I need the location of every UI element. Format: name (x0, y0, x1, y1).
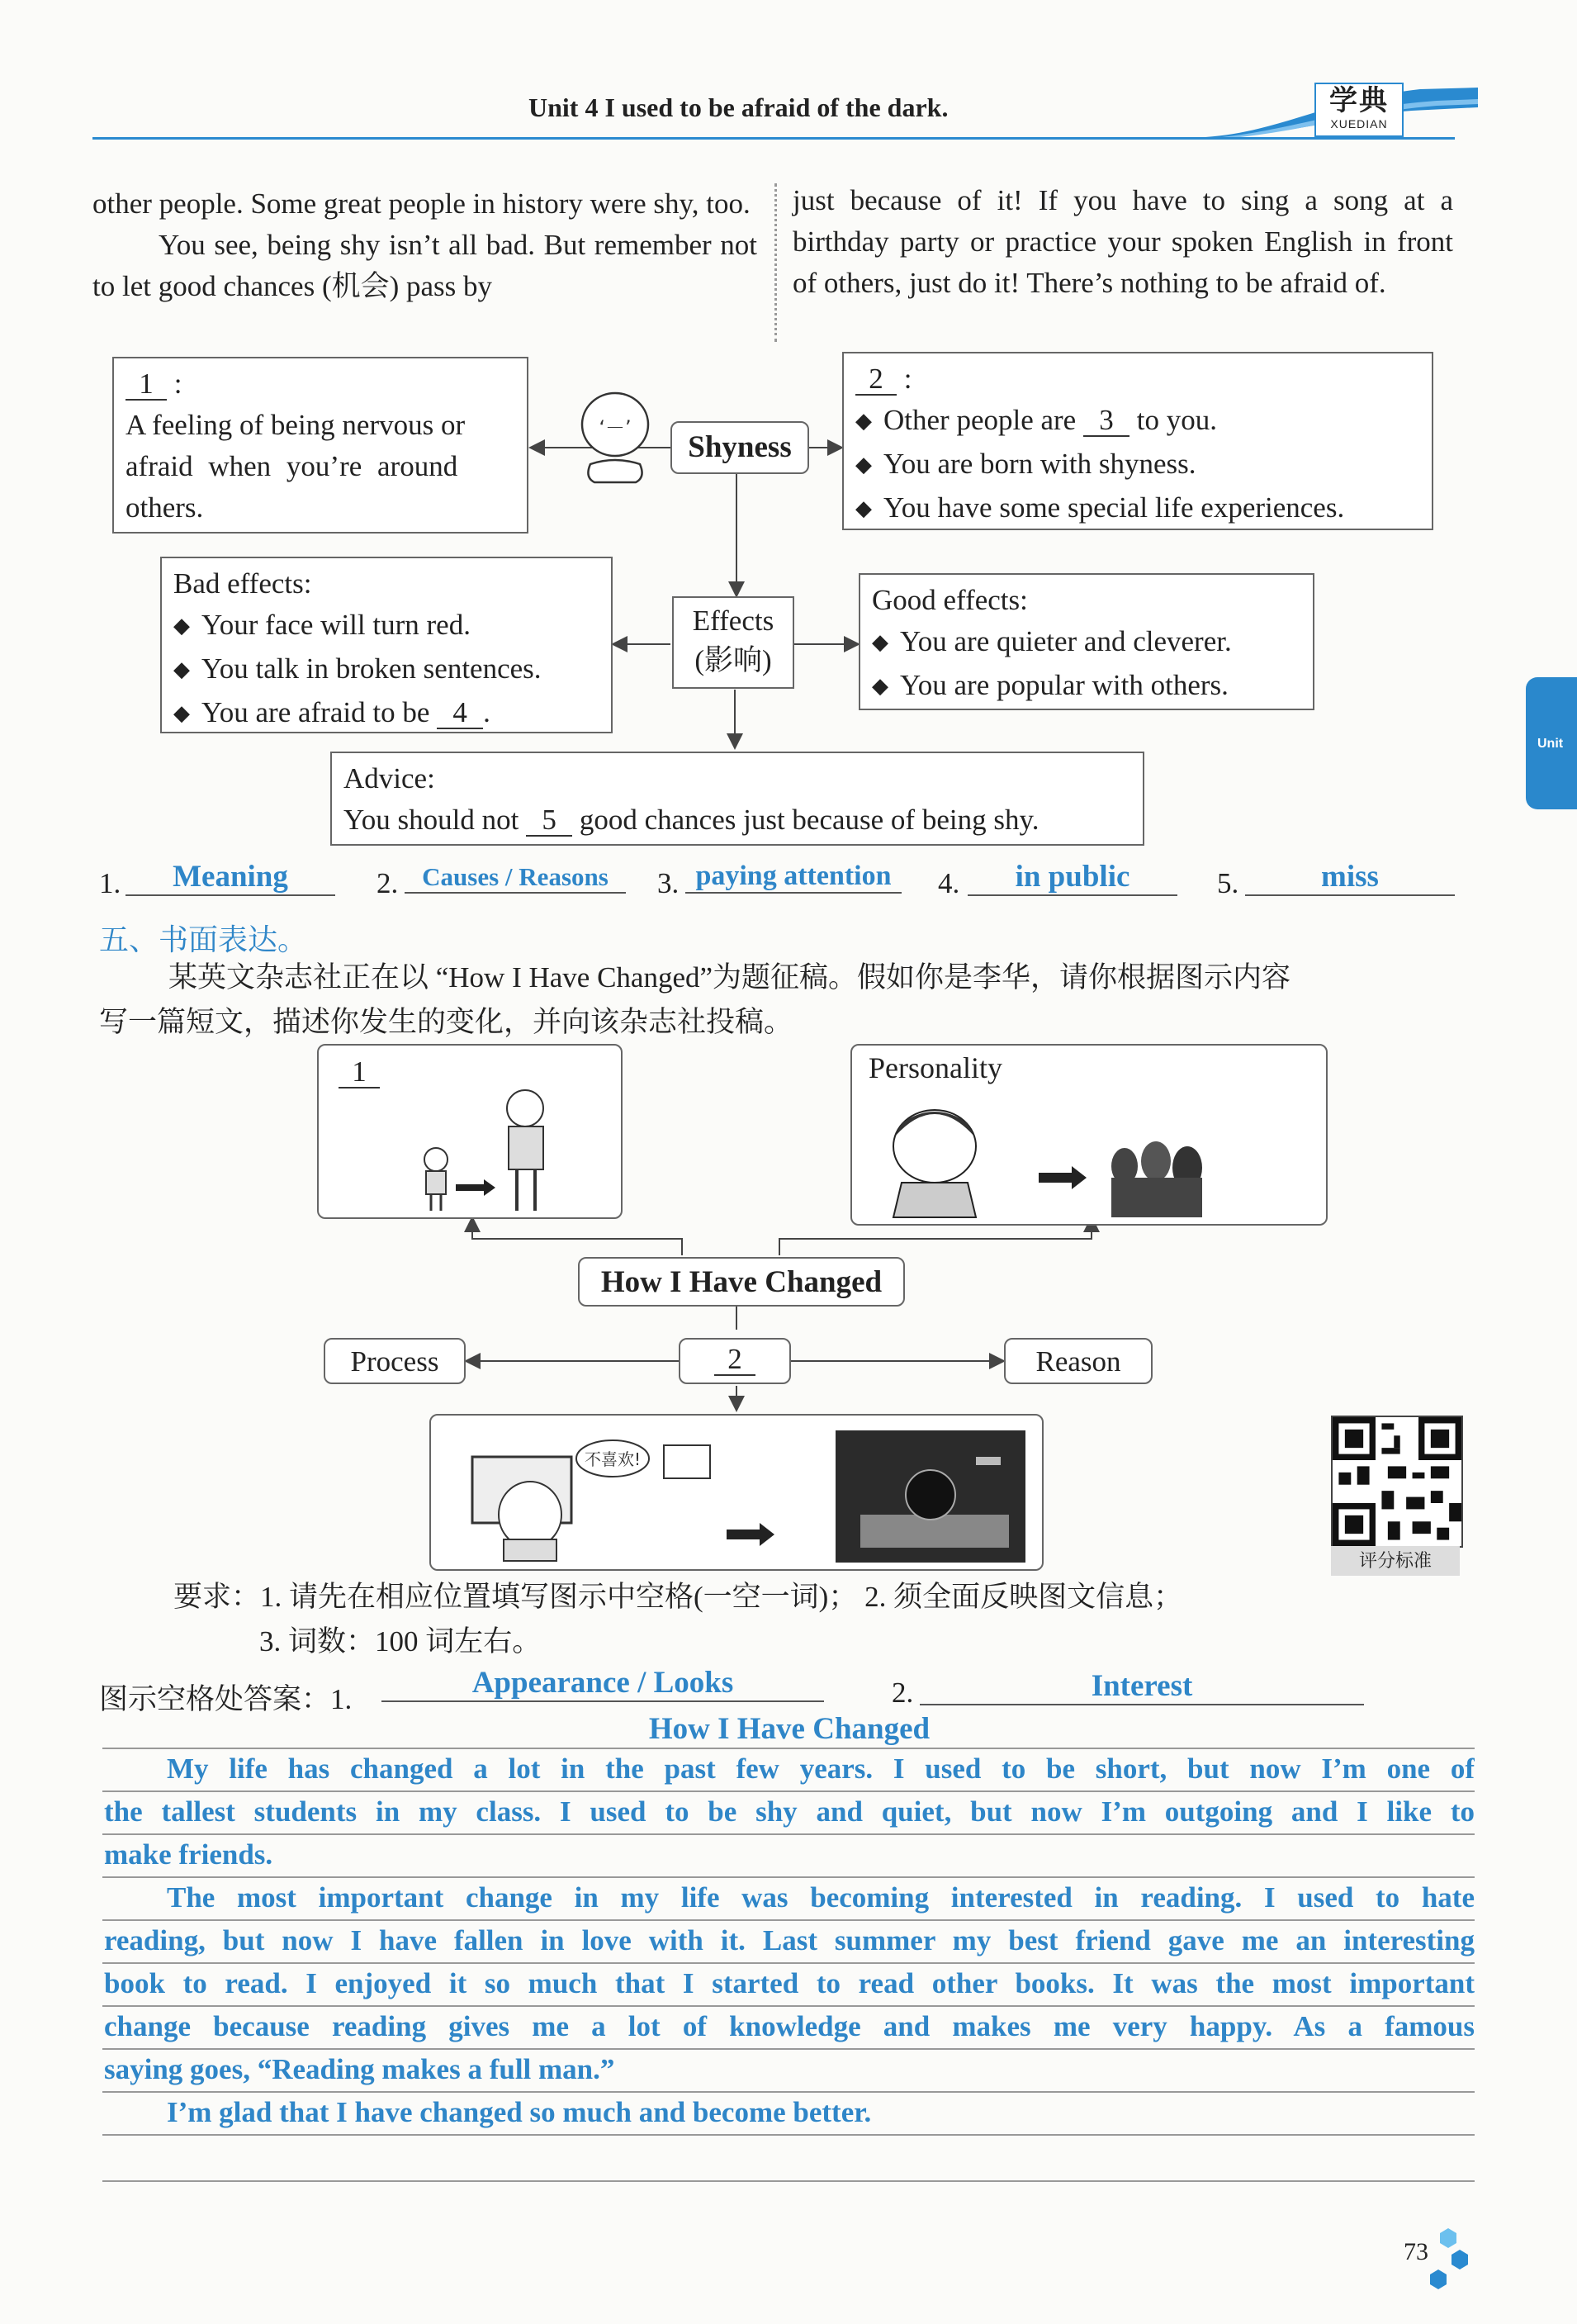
answers-row (0, 859, 1577, 908)
interest-node (679, 1338, 791, 1384)
ruled-line (102, 2134, 1475, 2136)
essay-line: saying goes, “Reading makes a full man.” (104, 2053, 615, 2085)
speech-bubble-text: 不喜欢! (584, 1449, 642, 1469)
qr-code[interactable] (1331, 1416, 1463, 1548)
ruled-line (102, 1876, 1475, 1878)
answer-number: 3. (657, 867, 680, 899)
ruled-line (102, 1833, 1475, 1835)
essay-line: the tallest students in my class. I used to be shy and quiet, but now I’m outgoing and I like to (104, 1795, 1475, 1828)
good-effects-box (859, 573, 1314, 710)
blank-4: 4 (437, 698, 483, 729)
essay-line: change because reading gives me a lot of knowledge and makes me very happy. As a famous (104, 2010, 1475, 2042)
ruled-line (102, 1748, 1475, 1749)
blank-2: 2 (855, 364, 897, 396)
shy-to-outgoing-illustration (877, 1095, 1224, 1219)
answer-value: in public (968, 859, 1177, 896)
process-node: Process (324, 1338, 466, 1384)
bullet-icon: ◆ (872, 674, 888, 698)
answer-value: paying attention (685, 861, 902, 894)
essay-title: How I Have Changed (648, 1712, 931, 1746)
hexagon-decoration (1423, 2227, 1473, 2293)
answer-value: Causes / Reasons (405, 862, 626, 894)
page-number: 73 (1404, 2238, 1428, 2265)
meaning-line: others. (125, 491, 204, 524)
shyness-center-node: Shyness (670, 421, 809, 474)
good-effect-item: You are popular with others. (900, 669, 1229, 701)
fill-label: 图示空格处答案：1. (99, 1683, 353, 1715)
fill-label-2: 2. (892, 1677, 914, 1709)
advice-text: You should not (343, 804, 519, 836)
bad-effect-item: You are afraid to be (201, 696, 430, 728)
bullet-icon: ◆ (173, 614, 190, 638)
bad-effect-item: Your face will turn red. (201, 609, 471, 641)
requirements-line: 3. 词数：100 词左右。 (259, 1625, 542, 1658)
answer-value: miss (1245, 859, 1455, 896)
ruled-line (102, 1790, 1475, 1792)
ruled-line (102, 2180, 1475, 2182)
bullet-icon: ◆ (872, 630, 888, 654)
passage-paragraph: other people. Some great people in history were shy, too. (92, 187, 751, 220)
advice-text: good chances just because of being shy. (579, 804, 1039, 836)
bullet-icon: ◆ (855, 496, 872, 520)
reading-process-panel (429, 1414, 1044, 1571)
shy-face-illustration (570, 387, 661, 486)
figure-answer-1: Appearance / Looks (381, 1665, 824, 1702)
good-effect-item: You are quieter and cleverer. (900, 625, 1232, 657)
answer-number: 1. (99, 867, 121, 899)
passage-paragraph: You see, being shy isn’t all bad. But remember not to let good chances (机会) pass by (92, 229, 757, 302)
qr-code-label: 评分标准 (1331, 1546, 1460, 1576)
ruled-line (102, 2091, 1475, 2093)
cause-item: Other people are (883, 404, 1077, 436)
colon: : (173, 368, 182, 400)
answer-number: 4. (938, 867, 960, 899)
reason-node: Reason (1004, 1338, 1153, 1384)
meaning-line: A feeling of being nervous or (125, 409, 466, 441)
effects-node (672, 596, 794, 689)
appearance-panel (317, 1044, 623, 1219)
changed-center-node: How I Have Changed (578, 1257, 905, 1307)
bullet-icon: ◆ (173, 657, 190, 681)
running-header: Unit 4 I used to be afraid of the dark. (528, 92, 949, 122)
essay-line: reading, but now I have fallen in love with it. Last summer my best friend gave me an interesting (104, 1924, 1475, 1956)
ruled-line (102, 2048, 1475, 2050)
bad-effect-item: You talk in broken sentences. (201, 652, 542, 685)
qr-code-pattern (1333, 1417, 1461, 1546)
figure-blank-2: 2 (714, 1345, 755, 1376)
bullet-icon: ◆ (855, 453, 872, 477)
requirements-line: 要求：1. 请先在相应位置填写图示中空格(一空一词)； 2. 须全面反映图文信息； (173, 1581, 1183, 1613)
meaning-box (112, 357, 528, 534)
writing-prompt: 写一篇短文，描述你发生的变化，并向该杂志社投稿。 (99, 1006, 793, 1038)
meaning-line: afraid when you’re around (125, 450, 458, 482)
bullet-icon: ◆ (173, 701, 190, 725)
bad-effects-title: Bad effects: (173, 567, 312, 600)
period: . (483, 696, 490, 728)
writing-prompt: 某英文杂志社正在以 “How I Have Changed”为题征稿。假如你是李华，请你根据图示内容 (168, 961, 1291, 994)
passage-paragraph: just because of it! If you have to sing a song at a birthday party or practice your spoken English in front of others, just do it! There’s nothing to be afraid of. (793, 184, 1453, 299)
reading-change-illustration (448, 1424, 1025, 1564)
bad-effects-box (160, 557, 613, 733)
figure-answer-2: Interest (920, 1668, 1364, 1705)
essay-line: I’m glad that I have changed so much and become better. (167, 2096, 872, 2128)
answer-number: 5. (1217, 867, 1239, 899)
ruled-line (102, 1919, 1475, 1921)
blank-1: 1 (125, 369, 167, 401)
essay-line: My life has changed a lot in the past few years. I used to be short, but now I’m one of (167, 1752, 1475, 1785)
causes-box (842, 352, 1433, 530)
answer-number: 2. (376, 867, 399, 899)
personality-label: Personality (869, 1051, 1002, 1084)
essay-line: book to read. I enjoyed it so much that I started to read other books. It was the most important (104, 1967, 1475, 1999)
advice-title: Advice: (343, 762, 435, 794)
cause-item: to you. (1136, 404, 1217, 436)
unit-side-tab-label: Unit (1537, 737, 1564, 751)
personality-panel (850, 1044, 1328, 1226)
effects-label: Effects (692, 605, 774, 637)
effects-label-cn: (影响) (694, 644, 772, 676)
cause-item: You are born with shyness. (883, 448, 1196, 480)
cause-item: You have some special life experiences. (883, 491, 1345, 524)
ruled-line (102, 2005, 1475, 2007)
ruled-line (102, 1962, 1475, 1964)
face-expression: ‘－’ (599, 416, 632, 439)
good-effects-title: Good effects: (872, 584, 1028, 616)
boy-growing-illustration (418, 1084, 583, 1216)
bullet-icon: ◆ (855, 409, 872, 433)
brand-logo-cn: 学典 (1329, 86, 1389, 116)
colon: : (903, 363, 912, 395)
advice-box (330, 752, 1144, 846)
brand-logo-en: XUEDIAN (1330, 117, 1388, 130)
essay-line: make friends. (104, 1838, 273, 1871)
section-title: 五、书面表达。 (99, 923, 308, 956)
blank-5: 5 (526, 805, 572, 837)
essay-line: The most important change in my life was becoming interested in reading. I used to hate (167, 1881, 1475, 1914)
figure-blank-1: 1 (339, 1057, 380, 1088)
answer-value: Meaning (125, 859, 335, 896)
blank-3: 3 (1083, 406, 1129, 437)
